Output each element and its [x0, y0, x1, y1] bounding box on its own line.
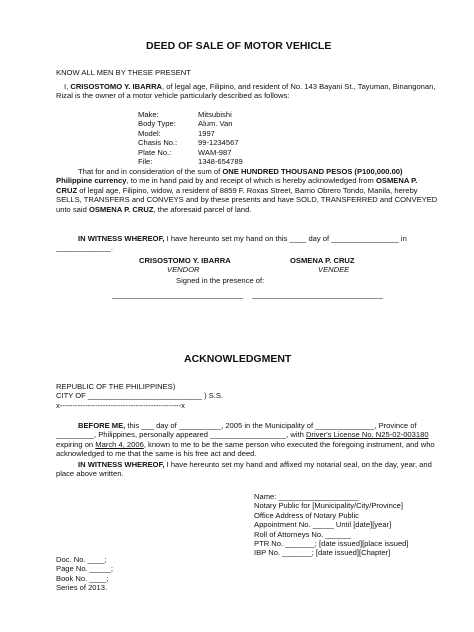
jurisdiction-line: x------------------------------------------------x: [56, 400, 185, 410]
sale-text-1: That for and in consideration of the sum of: [78, 167, 223, 176]
notary-line: Appointment No. _____ Until [date][year]: [254, 520, 392, 530]
jurisdiction-block: [56, 382, 223, 410]
presence-line: Signed in the presence of:: [176, 276, 265, 285]
license-expiry-date: March 4, 2006: [95, 439, 144, 449]
jurisdiction-line: REPUBLIC OF THE PHILIPPINES): [56, 382, 176, 391]
sale-text-3: of legal age, Filipino, widow, a resident of 8859 F. Roxas Street, Barrio Obrero Tondo, Manila, hereby SELLS, TRANSFERS and CONVEYS and by these presents and have SOLD, TRANSFERRED and CONVEYED unto said: [56, 185, 438, 214]
vehicle-label: File:: [138, 157, 153, 167]
vehicle-value: 1997: [198, 128, 215, 138]
doc-ref-line: Book No. ____;: [56, 573, 109, 583]
acknowledgment-title: ACKNOWLEDGMENT: [184, 353, 292, 365]
intro-line: KNOW ALL MEN BY THESE PRESENT: [56, 68, 191, 77]
before-me-lead: BEFORE ME,: [78, 421, 126, 430]
owner-paragraph: [56, 82, 440, 101]
jurisdiction-line: CITY OF ___________________________ ) S.S.: [56, 391, 224, 401]
vehicle-label: Chasis No.:: [138, 138, 178, 148]
witness-paragraph: [56, 234, 440, 253]
deed-title: DEED OF SALE OF MOTOR VEHICLE: [146, 40, 332, 52]
vendor-name: CRISOSTOMO Y. IBARRA: [139, 256, 231, 265]
witness-signature-line: _______________________________: [252, 290, 383, 299]
notary-block: [254, 492, 409, 558]
before-me-text-2: expiring on: [56, 439, 96, 449]
document-reference-block: [56, 555, 113, 593]
vendee-role: VENDEE: [318, 265, 350, 274]
notary-line: Notary Public for [Municipality/City/Province]: [254, 501, 403, 511]
sale-amount: ONE HUNDRED THOUSAND PESOS (P100,000.00) Philippine currency: [56, 167, 403, 186]
before-me-text-1: this ___ day of __________, 2005 in the Municipality of ______________, Province of _________, Philippines, personally appeared __________________, with: [56, 421, 417, 440]
vendee-name: OSMENA P. CRUZ: [290, 256, 355, 265]
vehicle-details: [138, 110, 243, 166]
vehicle-value: 99-1234567: [198, 138, 239, 148]
notary-line: Roll of Attorneys No. ______: [254, 529, 351, 539]
witness-signature-line: _______________________________: [112, 290, 243, 299]
buyer-name-repeat: OSMENA P. CRUZ: [88, 204, 154, 214]
doc-ref-line: Page No. _____;: [56, 564, 113, 574]
seller-name: CRISOSTOMO Y. IBARRA: [70, 82, 163, 91]
vehicle-value: Alum. Van: [198, 119, 233, 129]
sale-text-4: , the aforesaid parcel of land.: [153, 204, 252, 214]
before-me-paragraph: [56, 421, 440, 459]
notary-line: Office Address of Notary Public: [254, 510, 359, 520]
notary-witness-paragraph: [56, 460, 440, 479]
vehicle-value: WAM-987: [198, 147, 232, 157]
sale-paragraph: [56, 167, 440, 214]
notary-witness-lead: IN WITNESS WHEREOF,: [78, 460, 165, 469]
owner-text-2: , of legal age, Filipino, and resident of No. 143 Bayani St., Tayuman, Binangonan, Rizal is the owner of a motor vehicle particularly described as follows:: [56, 82, 436, 101]
notary-line: Name: ___________________: [254, 492, 359, 501]
notary-line: PTR No. _______; [date issued][place issued]: [254, 539, 409, 549]
vehicle-label: Model:: [138, 128, 161, 138]
vehicle-label: Plate No.:: [138, 147, 172, 157]
vehicle-label: Body Type:: [138, 119, 176, 129]
notary-line: IBP No. _______; [date issued][Chapter]: [254, 548, 391, 558]
sale-text-2: , to me in hand paid by and receipt of which is hereby acknowledged from: [126, 176, 376, 186]
doc-ref-line: Series of 2013.: [56, 583, 108, 593]
witness-lead: IN WITNESS WHEREOF,: [78, 234, 165, 243]
before-me-text-3: , known to me to be the same person who executed the foregoing instrument, and who acknowledged to me that the same is his free act and deed.: [56, 439, 435, 459]
notary-witness-text: I have hereunto set my hand and affixed my notarial seal, on the day, year, and place above written.: [56, 460, 432, 479]
witness-text: I have hereunto set my hand on this ____ day of ________________ in _____________.: [56, 234, 407, 253]
vehicle-value: 1348-654789: [198, 157, 243, 167]
vendor-role: VENDOR: [167, 265, 200, 274]
vehicle-label: Make:: [138, 110, 159, 119]
owner-text-1: I,: [64, 82, 71, 91]
doc-ref-line: Doc. No. ____;: [56, 555, 107, 564]
vehicle-value: Mitsubishi: [198, 110, 232, 119]
buyer-name: OSMENA P. CRUZ: [56, 176, 418, 195]
license-number: Driver's License No. N25-02-003180: [305, 430, 429, 440]
